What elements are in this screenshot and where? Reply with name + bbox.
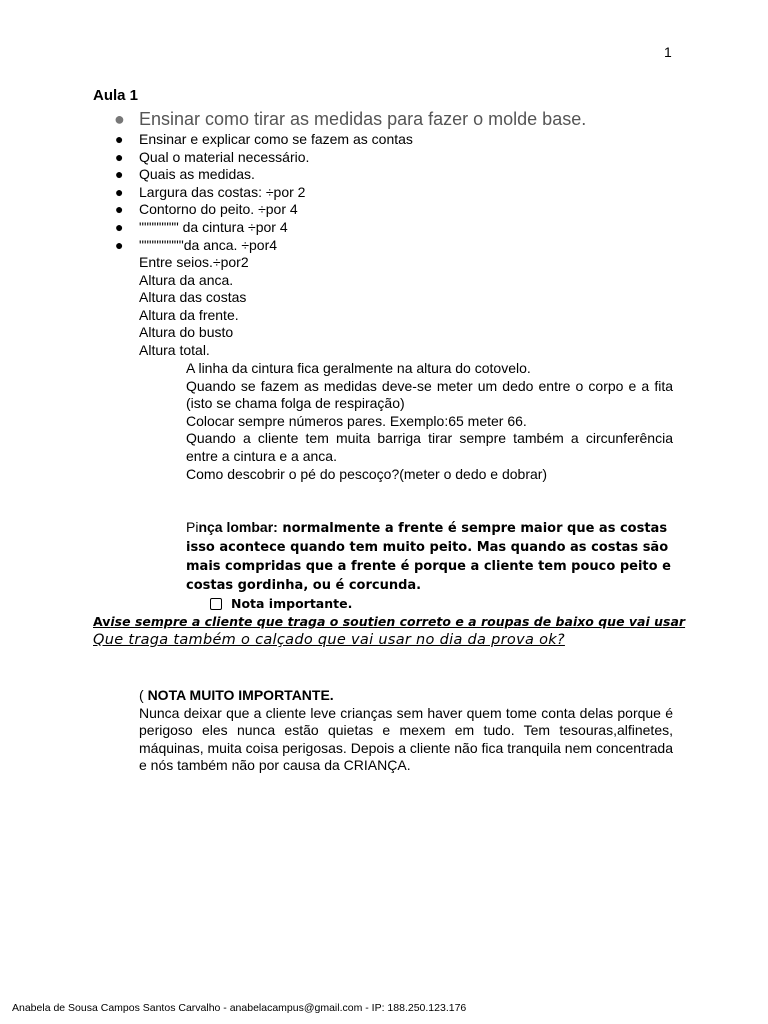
bullet-item xyxy=(112,237,712,255)
checkbox-icon[interactable] xyxy=(210,598,222,610)
bullet-list xyxy=(112,107,712,254)
note-paragraph: Quando se fazem as medidas deve-se meter um dedo entre o corpo e a fita (isto se chama folga de respiração) xyxy=(186,377,673,412)
list-item: Altura das costas xyxy=(139,289,247,306)
bullet-text: Largura das costas: ÷por 2 xyxy=(139,183,306,200)
bullet-item xyxy=(112,131,712,149)
bullet-item xyxy=(112,184,712,202)
traga-line: Que traga também o calçado que vai usar no dia da prova ok? xyxy=(93,632,565,648)
pinca-lead-prefix: Pi xyxy=(186,519,199,535)
list-item: Altura do busto xyxy=(139,324,234,341)
nota-importante-label: Nota importante. xyxy=(231,596,353,611)
list-item: Entre seios.÷por2 xyxy=(139,254,249,270)
bullet-item xyxy=(112,149,712,167)
list-item: Altura da frente. xyxy=(139,306,239,323)
note-paragraph: Como descobrir o pé do pescoço?(meter o dedo e dobrar) xyxy=(186,465,548,482)
bullet-icon: ● xyxy=(115,183,124,200)
page-footer: Anabela de Sousa Campos Santos Carvalho - anabelacampus@gmail.com - IP: 188.250.123.176 xyxy=(12,1002,467,1014)
bullet-item xyxy=(112,166,712,184)
bullet-icon: ● xyxy=(115,236,124,253)
note-paragraph: Colocar sempre números pares. Exemplo:65 meter 66. xyxy=(186,412,527,429)
avise-line xyxy=(93,614,685,629)
pinca-lead-title: nça lombar: xyxy=(198,519,278,535)
note-paragraph: Quando a cliente tem muita barriga tirar sempre também a circunferência entre a cintura e a anca. xyxy=(186,430,673,464)
pinca-text: normalmente a frente é sempre maior que as costas isso acontece quando tem muito peito. Mas quando as costas são mais compridas que a frente é porque a cliente tem pouco peito e costas gordinha, ou é corcunda. xyxy=(186,521,671,593)
notes-block xyxy=(186,360,673,483)
bullet-item xyxy=(112,219,712,237)
bullet-text: Ensinar e explicar como se fazem as contas xyxy=(139,131,413,147)
lesson-heading: Aula 1 xyxy=(93,87,139,104)
bullet-text: Qual o material necessário. xyxy=(139,148,310,165)
bullet-icon: ● xyxy=(115,218,124,235)
avise-text: ise sempre a cliente que traga o soutien correto e a roupas de baixo que vai usar xyxy=(110,614,686,629)
bullet-icon: ● xyxy=(115,201,124,218)
bullet-text: """""""""da anca. ÷por4 xyxy=(139,236,278,253)
avise-prefix: Av xyxy=(93,614,111,629)
page-number: 1 xyxy=(664,44,672,60)
bullet-item xyxy=(112,107,712,131)
important-title-line xyxy=(139,687,673,705)
bullet-text: Contorno do peito. ÷por 4 xyxy=(139,201,298,218)
bullet-text: Ensinar como tirar as medidas para fazer o molde base. xyxy=(139,109,587,129)
bullet-icon: ● xyxy=(115,131,124,147)
bullet-text: Quais as medidas. xyxy=(139,166,255,183)
bullet-icon: ● xyxy=(115,148,124,165)
important-title: NOTA MUITO IMPORTANTE. xyxy=(147,687,334,703)
bullet-icon: ● xyxy=(115,166,124,183)
bullet-text: """""""" da cintura ÷por 4 xyxy=(139,218,288,235)
bullet-item xyxy=(112,201,712,219)
pinca-lombar-paragraph xyxy=(186,518,673,595)
important-prefix: ( xyxy=(139,687,148,703)
nota-muito-importante xyxy=(139,687,673,775)
nota-importante xyxy=(210,596,352,611)
note-paragraph: A linha da cintura fica geralmente na altura do cotovelo. xyxy=(186,360,531,376)
list-item: Altura da anca. xyxy=(139,271,234,288)
bullet-icon: ● xyxy=(114,109,125,129)
list-item: Altura total. xyxy=(139,341,210,358)
measurement-list xyxy=(139,254,249,360)
important-body: Nunca deixar que a cliente leve crianças sem haver quem tome conta delas porque é perigoso eles nunca estão quietas e mexem em tudo. Tem tesouras,alfinetes, máquinas, muita coisa perigosas. Depois a cliente não fica tranquila nem concentrada e nós também não por causa da CRIANÇA. xyxy=(139,704,673,774)
